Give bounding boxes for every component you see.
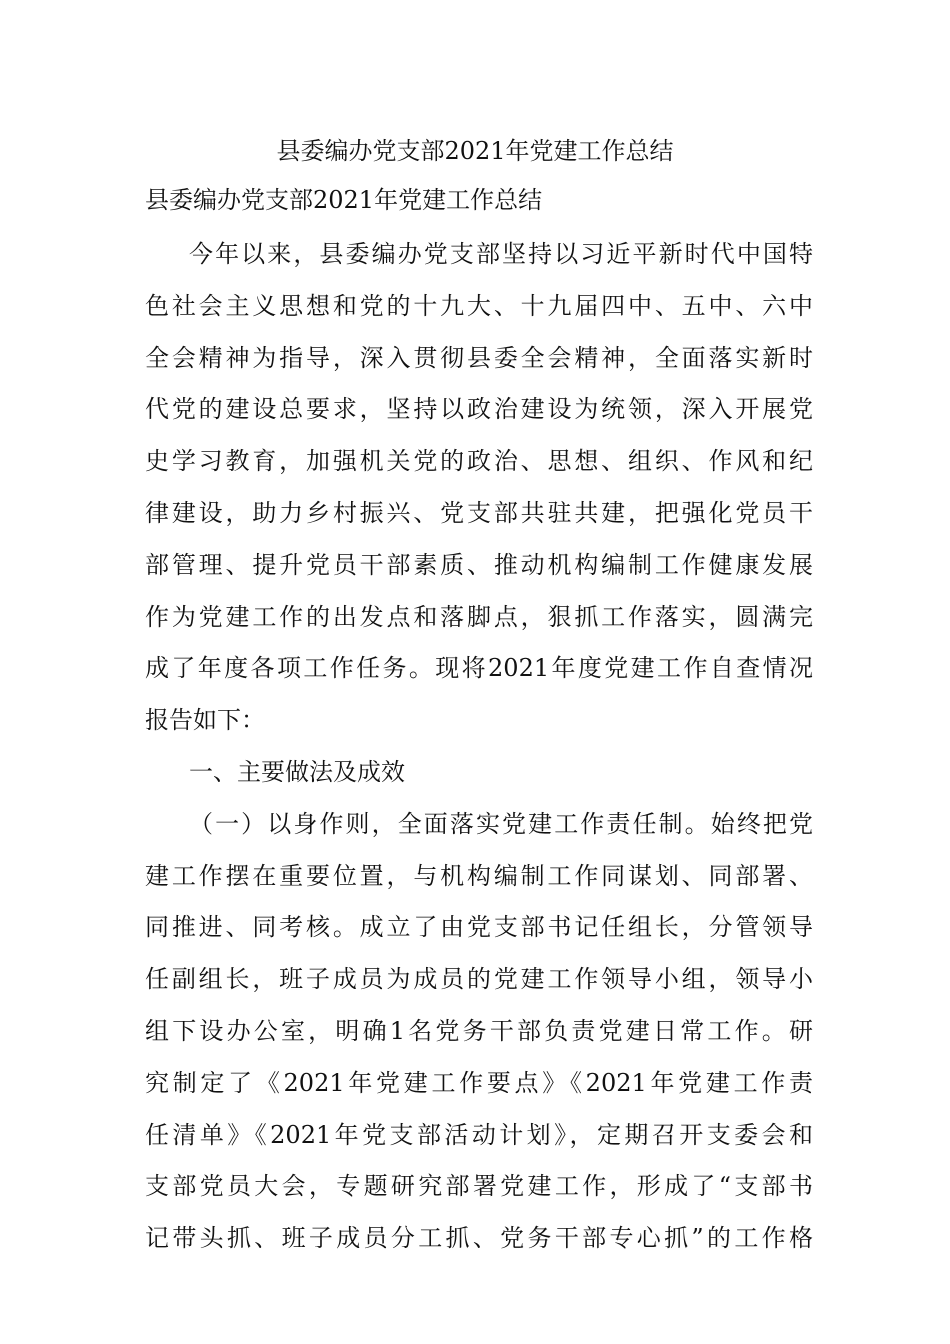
paragraph-line: 任清单》《2021年党支部活动计划》，定期召开支委会和: [145, 1120, 813, 1149]
paragraph-line: 全会精神为指导，深入贯彻县委全会精神，全面落实新时: [145, 343, 813, 372]
document-body: [145, 229, 813, 1265]
document-subtitle: 县委编办党支部2021年党建工作总结: [145, 186, 543, 214]
paragraph-line: （一）以身作则，全面落实党建工作责任制。始终把党: [189, 809, 813, 838]
paragraph-line: 支部党员大会，专题研究部署党建工作，形成了“支部书: [145, 1172, 813, 1201]
document-title: 县委编办党支部2021年党建工作总结: [276, 137, 674, 165]
section-heading: 一、主要做法及成效: [189, 757, 405, 786]
paragraph-line: 成了年度各项工作任务。现将2021年度党建工作自查情况: [145, 654, 813, 683]
paragraph-line: 史学习教育，加强机关党的政治、思想、组织、作风和纪: [145, 447, 813, 476]
paragraph-line: 任副组长，班子成员为成员的党建工作领导小组，领导小: [145, 965, 813, 994]
paragraph-line: 记带头抓、班子成员分工抓、党务干部专心抓”的工作格: [145, 1224, 813, 1253]
paragraph-line: 代党的建设总要求，坚持以政治建设为统领，深入开展党: [145, 395, 813, 424]
paragraph-line: 部管理、提升党员干部素质、推动机构编制工作健康发展: [145, 550, 813, 579]
paragraph-line: 建工作摆在重要位置，与机构编制工作同谋划、同部署、: [145, 861, 813, 890]
paragraph-line: 律建设，助力乡村振兴、党支部共驻共建，把强化党员干: [145, 498, 813, 527]
paragraph-line: 组下设办公室，明确1名党务干部负责党建日常工作。研: [145, 1016, 813, 1045]
paragraph-line: 色社会主义思想和党的十九大、十九届四中、五中、六中: [145, 291, 813, 320]
paragraph-line: 报告如下：: [145, 706, 265, 735]
paragraph-line: 同推进、同考核。成立了由党支部书记任组长，分管领导: [145, 913, 813, 942]
paragraph-line: 作为党建工作的出发点和落脚点，狠抓工作落实，圆满完: [145, 602, 813, 631]
paragraph-line: 今年以来，县委编办党支部坚持以习近平新时代中国特: [189, 240, 813, 268]
paragraph-line: 究制定了《2021年党建工作要点》《2021年党建工作责: [145, 1068, 813, 1097]
